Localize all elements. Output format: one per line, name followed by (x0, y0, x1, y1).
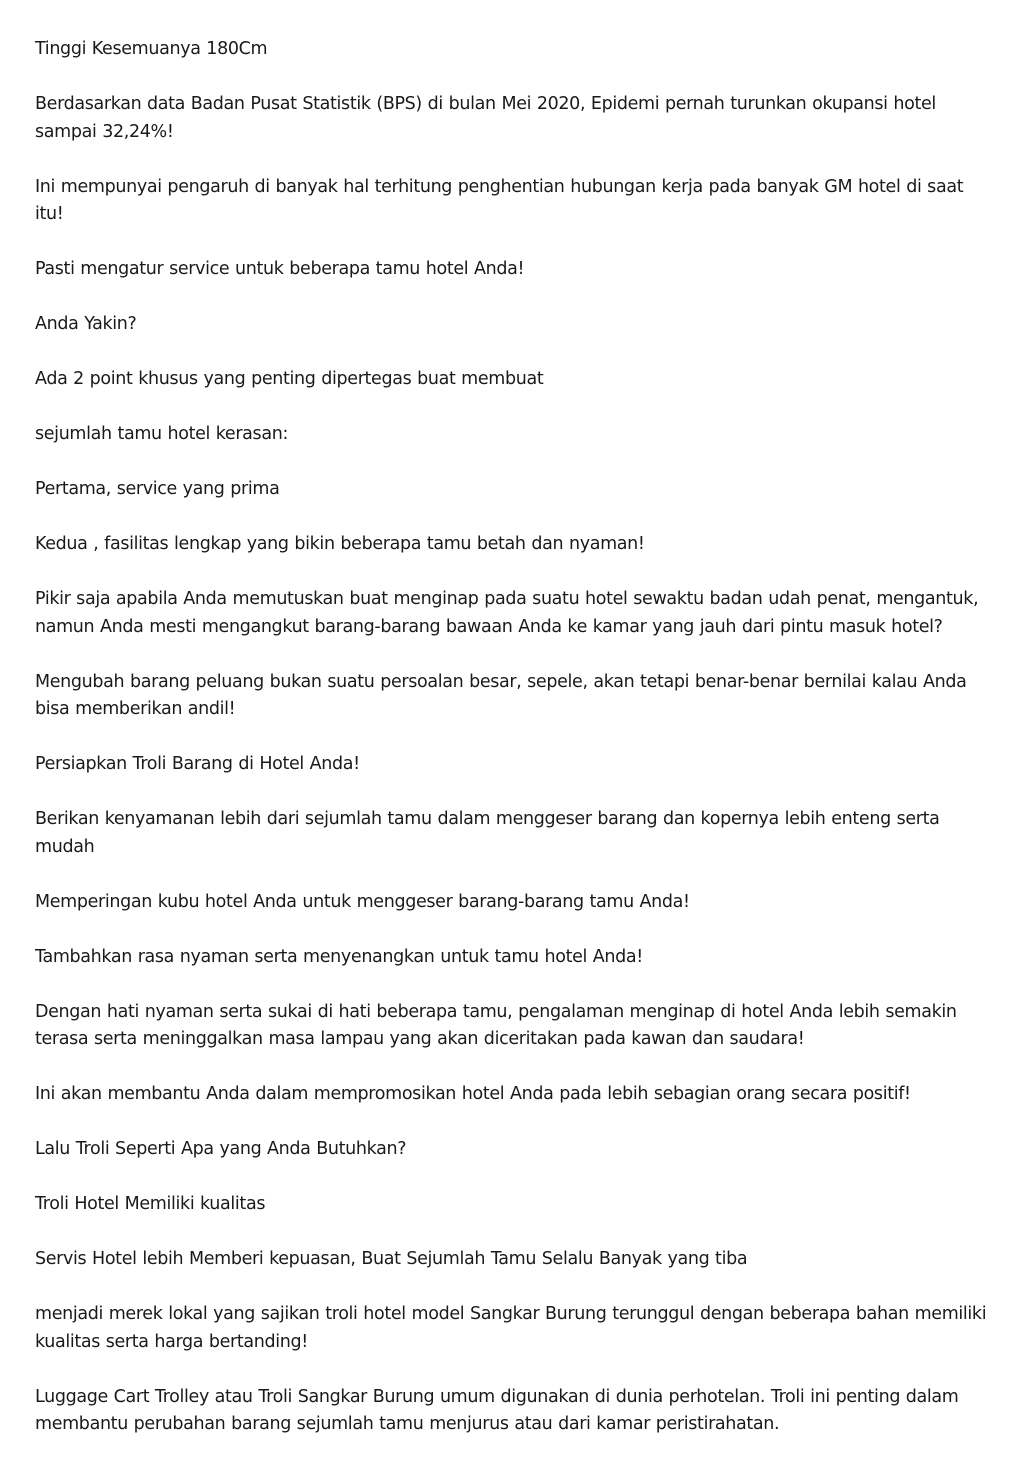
paragraph-ease-staff: Memperingan kubu hotel Anda untuk menggeser barang-barang tamu Anda! (35, 891, 690, 912)
paragraph-service: Pasti mengatur service untuk beberapa tamu hotel Anda! (35, 259, 525, 279)
paragraph-promote: Ini akan membantu Anda dalam mempromosikan hotel Anda pada lebih sebagian orang secara positif! (35, 1084, 911, 1104)
paragraph-first: Pertama, service yang prima (35, 479, 280, 499)
paragraph-which-trolley: Lalu Troli Seperti Apa yang Anda Butuhkan? (35, 1139, 407, 1159)
paragraph-experience: Dengan hati nyaman serta sukai di hati beberapa tamu, pengalaman menginap di hotel Anda lebih semakin terasa serta meninggalkan masa lampau yang akan diceritakan pada kawan dan saudara! (35, 1001, 957, 1049)
document-body (35, 36, 995, 1466)
paragraph-moving-goods: Mengubah barang peluang bukan suatu persoalan besar, sepele, akan tetapi benar-benar bernilai kalau Anda bisa memberikan andil! (35, 671, 967, 719)
paragraph-second: Kedua , fasilitas lengkap yang bikin beberapa tamu betah dan nyaman! (35, 534, 645, 554)
paragraph-question: Anda Yakin? (35, 314, 137, 334)
paragraph-luggage-cart: Luggage Cart Trolley atau Troli Sangkar Burung umum digunakan di dunia perhotelan. Troli ini penting dalam membantu perubahan barang sejumlah tamu menjurus atau dari kamar peristirahatan. (35, 1386, 959, 1434)
paragraph-height: Tinggi Kesemuanya 180Cm (35, 39, 268, 59)
paragraph-comfort: Berikan kenyamanan lebih dari sejumlah tamu dalam menggeser barang dan kopernya lebih enteng serta mudah (35, 809, 940, 857)
paragraph-add-comfort: Tambahkan rasa nyaman serta menyenangkan untuk tamu hotel Anda! (35, 946, 643, 967)
paragraph-guests: sejumlah tamu hotel kerasan: (35, 424, 288, 444)
paragraph-impact: Ini mempunyai pengaruh di banyak hal terhitung penghentian hubungan kerja pada banyak GM hotel di saat itu! (35, 176, 964, 224)
paragraph-bps-data: Berdasarkan data Badan Pusat Statistik (BPS) di bulan Mei 2020, Epidemi pernah turunkan okupansi hotel sampai 32,24%! (35, 94, 936, 142)
paragraph-satisfaction: Servis Hotel lebih Memberi kepuasan, Buat Sejumlah Tamu Selalu Banyak yang tiba (35, 1249, 748, 1269)
paragraph-local-brand: menjadi merek lokal yang sajikan troli hotel model Sangkar Burung terunggul dengan beberapa bahan memiliki kualitas serta harga bertanding! (35, 1304, 987, 1352)
paragraph-prepare-trolley: Persiapkan Troli Barang di Hotel Anda! (35, 754, 360, 774)
paragraph-imagine: Pikir saja apabila Anda memutuskan buat menginap pada suatu hotel sewaktu badan udah penat, mengantuk, namun Anda mesti mengangkut barang-barang bawaan Anda ke kamar yang jauh dari pintu masuk hotel? (35, 589, 979, 637)
paragraph-quality: Troli Hotel Memiliki kualitas (35, 1194, 266, 1214)
paragraph-two-points: Ada 2 point khusus yang penting dipertegas buat membuat (35, 369, 544, 389)
